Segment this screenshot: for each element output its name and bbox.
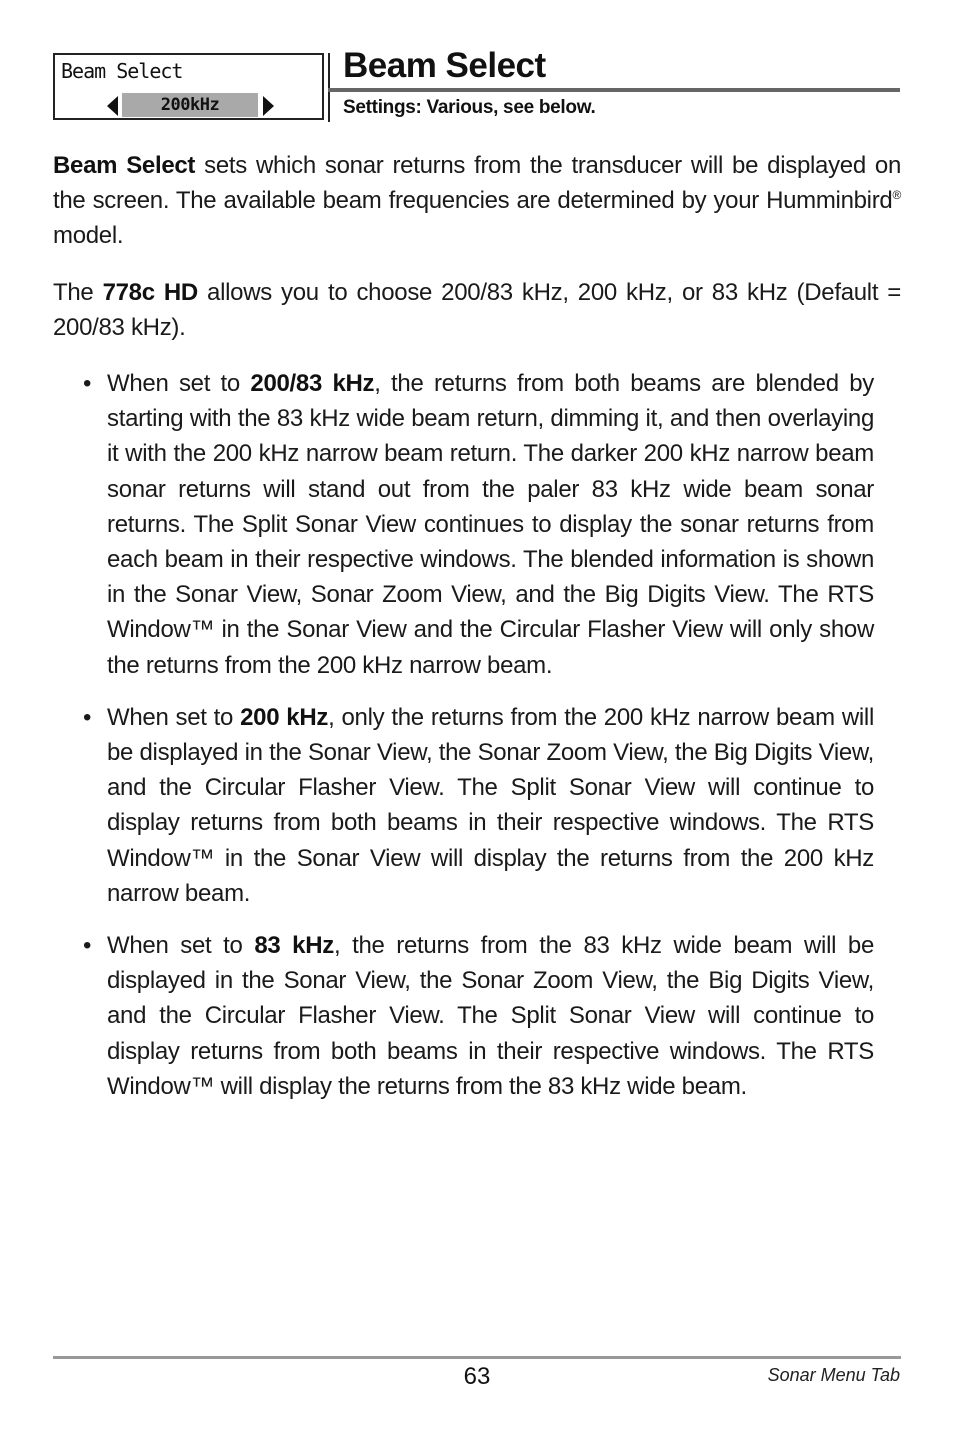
model-text: allows you to choose 200/83 kHz, 200 kHz, or 83 kHz (Default = 200/83 kHz). xyxy=(53,279,902,341)
settings-line: Settings: Various, see below. xyxy=(343,97,596,118)
beam-options-list xyxy=(53,366,901,1104)
list-item xyxy=(53,700,874,911)
list-item xyxy=(53,928,874,1104)
page-number: 63 xyxy=(463,1363,491,1390)
bullet-bold: 200 kHz xyxy=(240,703,329,731)
registered-mark: ® xyxy=(892,188,901,202)
list-item xyxy=(53,366,874,683)
bullet-icon: • xyxy=(83,370,92,397)
bullet-icon: • xyxy=(83,703,92,731)
header-divider xyxy=(328,88,900,92)
section-title: Beam Select xyxy=(343,46,546,85)
model-bold: 778c HD xyxy=(102,279,198,306)
model-paragraph xyxy=(53,275,901,345)
bullet-bold: 83 kHz xyxy=(254,932,334,960)
footer-section-name: Sonar Menu Tab xyxy=(767,1365,900,1385)
menu-widget-title: Beam Select xyxy=(61,59,183,83)
footer-divider xyxy=(53,1356,901,1359)
intro-bold: Beam Select xyxy=(53,152,196,179)
bullet-lead: When set to xyxy=(107,703,241,731)
bullet-icon: • xyxy=(83,932,92,960)
beam-select-menu-widget[interactable] xyxy=(53,53,324,120)
intro-paragraph xyxy=(53,148,901,253)
intro-end: model. xyxy=(53,222,124,249)
bullet-text: , the returns from both beams are blended by starting with the 83 kHz wide beam return, dimming it, and then overlaying it with the 200 kHz narrow beam return. The darker 200 kHz narrow beam sonar returns will stand out from the paler 83 kHz wide beam sonar returns. The Split Sonar View continues to display the sonar returns from each beam in their respective windows. The blended information is shown in the Sonar View, Sonar Zoom View, and the Big Digits View. The RTS Window™ in the Sonar View and the Circular Flasher View will only show the returns from the 200 kHz narrow beam. xyxy=(107,370,874,679)
menu-value-row[interactable] xyxy=(107,93,277,119)
bullet-text: , only the returns from the 200 kHz narrow beam will be displayed in the Sonar View, the Sonar Zoom View, the Big Digits View, and the Circular Flasher View. The Split Sonar View will continue to display returns from both beams in their respective windows. The RTS Window™ in the Sonar View will display the returns from the 200 kHz narrow beam. xyxy=(107,703,874,907)
intro-text: sets which sonar returns from the transducer will be displayed on the screen. The available beam frequencies are determined by your Humminbird xyxy=(53,152,902,214)
menu-widget-value: 200kHz xyxy=(122,93,258,117)
bullet-bold: 200/83 kHz xyxy=(250,370,375,397)
model-lead: The xyxy=(53,279,103,306)
arrow-right-icon[interactable] xyxy=(263,96,274,116)
arrow-left-icon[interactable] xyxy=(107,96,118,116)
bullet-lead: When set to xyxy=(107,932,255,960)
bullet-lead: When set to xyxy=(107,370,251,397)
bullet-text: , the returns from the 83 kHz wide beam will be displayed in the Sonar View, the Sonar Zoom View, the Big Digits View, and the Circular Flasher View. The Split Sonar View will continue to display returns from both beams in their respective windows. The RTS Window™ will display the returns from the 83 kHz wide beam. xyxy=(107,932,874,1100)
